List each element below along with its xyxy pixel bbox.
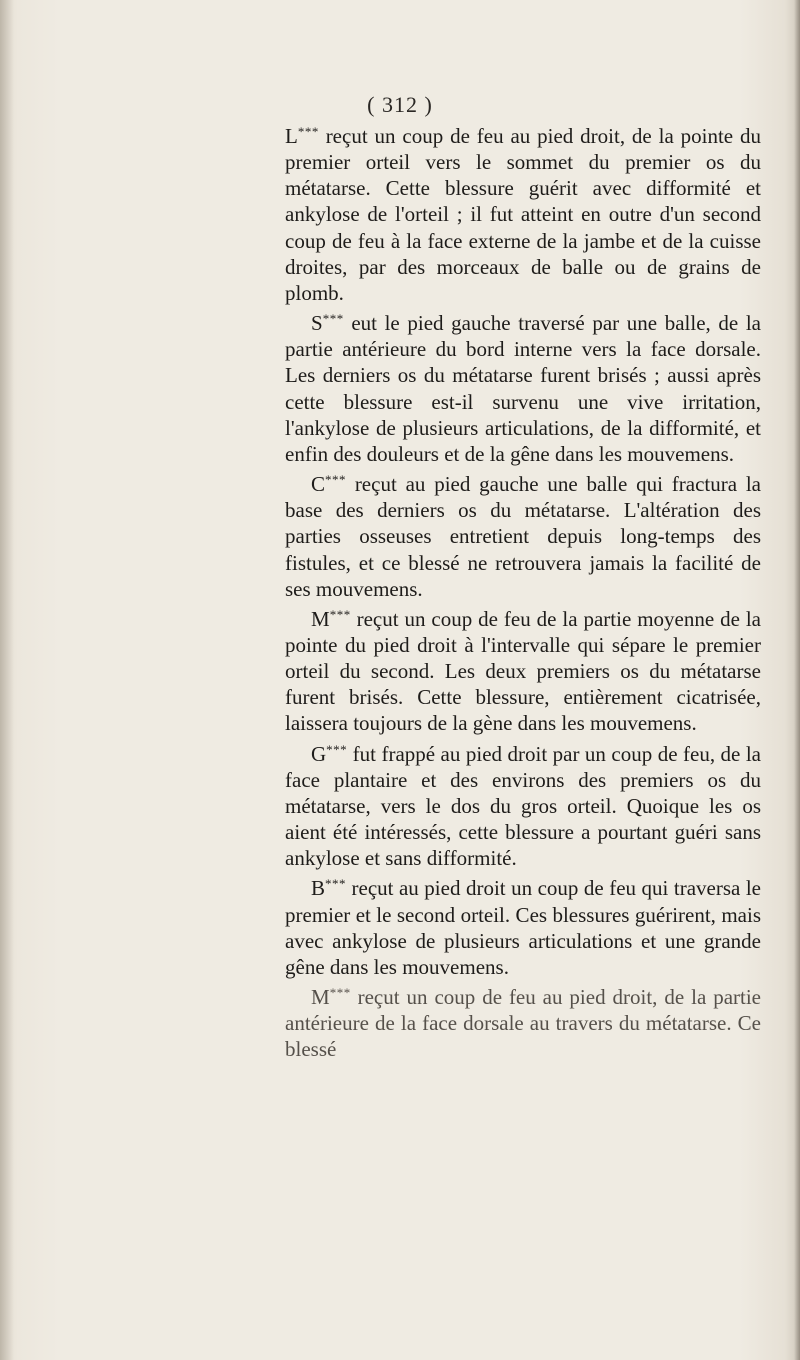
anonymization-stars: *** xyxy=(325,472,347,488)
anonymization-stars: *** xyxy=(329,606,351,622)
page-edge xyxy=(794,0,800,1360)
paragraph-text: reçut un coup de feu de la partie moyenne de la pointe du pied droit à l'intervalle qui sépare le premier orteil du second. Les deux premiers os du métatarse furent brisés. Cette blessure, entièrement cicatrisée, laissera toujours de la gène dans les mouvemens. xyxy=(285,606,761,736)
paragraph-initial: M xyxy=(311,985,330,1009)
paragraph-initial: S xyxy=(311,311,323,336)
paragraph-initial: M xyxy=(311,606,330,631)
anonymization-stars: *** xyxy=(297,124,319,139)
paragraph-text: reçut au pied droit un coup de feu qui traversa le premier et le second orteil. Ces blessures guérirent, mais avec ankylose de plusieurs articulations et une grande gêne dans les mouvemens. xyxy=(285,876,761,979)
paragraph-initial: L xyxy=(285,124,298,148)
paragraph-2 xyxy=(285,306,761,467)
paragraph-text: reçut au pied gauche une balle qui fractura la base des derniers os du métatarse. L'altération des parties osseuses entretient depuis long-temps des fistules, et ce blessé ne retrouvera jamais la facilité de ses mouvemens. xyxy=(285,472,761,601)
paragraph-6 xyxy=(285,871,761,980)
paragraph-3 xyxy=(285,467,761,602)
paragraph-initial: G xyxy=(311,741,327,766)
paragraph-initial: C xyxy=(311,472,326,497)
paragraph-text: reçut un coup de feu au pied droit, de la pointe du premier orteil vers le sommet du premier os du métatarse. Cette blessure guérit avec difformité et ankylose de l'orteil ; il fut atteint en outre d'un second coup de feu à la face externe de la jambe et de la cuisse droites, par des morceaux de balle ou de grains de plomb. xyxy=(285,124,761,305)
anonymization-stars: *** xyxy=(325,876,347,892)
paragraph-initial: B xyxy=(311,876,326,901)
anonymization-stars: *** xyxy=(322,311,344,327)
anonymization-stars: *** xyxy=(329,985,351,1000)
paragraph-text: reçut un coup de feu au pied droit, de la partie antérieure de la face dorsale au travers du métatarse. Ce blessé xyxy=(285,985,761,1062)
paragraph-1 xyxy=(285,119,761,306)
paragraph-text: fut frappé au pied droit par un coup de feu, de la face plantaire et des environs des premiers os du métatarse, vers le dos du gros orteil. Quoique les os aient été intéressés, cette blessure a pourtant guéri sans ankylose et sans difformité. xyxy=(285,741,761,871)
paragraph-4 xyxy=(285,602,761,737)
anonymization-stars: *** xyxy=(326,741,348,757)
paragraph-7 xyxy=(285,980,761,1062)
page-number: ( 312 ) xyxy=(367,92,433,117)
body-text xyxy=(285,119,761,1062)
paragraph-5 xyxy=(285,737,761,872)
gutter-shadow xyxy=(0,0,14,1360)
paragraph-text: eut le pied gauche traversé par une balle, de la partie antérieure du bord interne vers la face dorsale. Les derniers os du métatarse furent brisés ; aussi après cette blessure est-il survenu une vive irritation, l'ankylose de plusieurs articulations, de la difformité, et enfin des douleurs et de la gêne dans les mouvemens. xyxy=(285,311,761,466)
